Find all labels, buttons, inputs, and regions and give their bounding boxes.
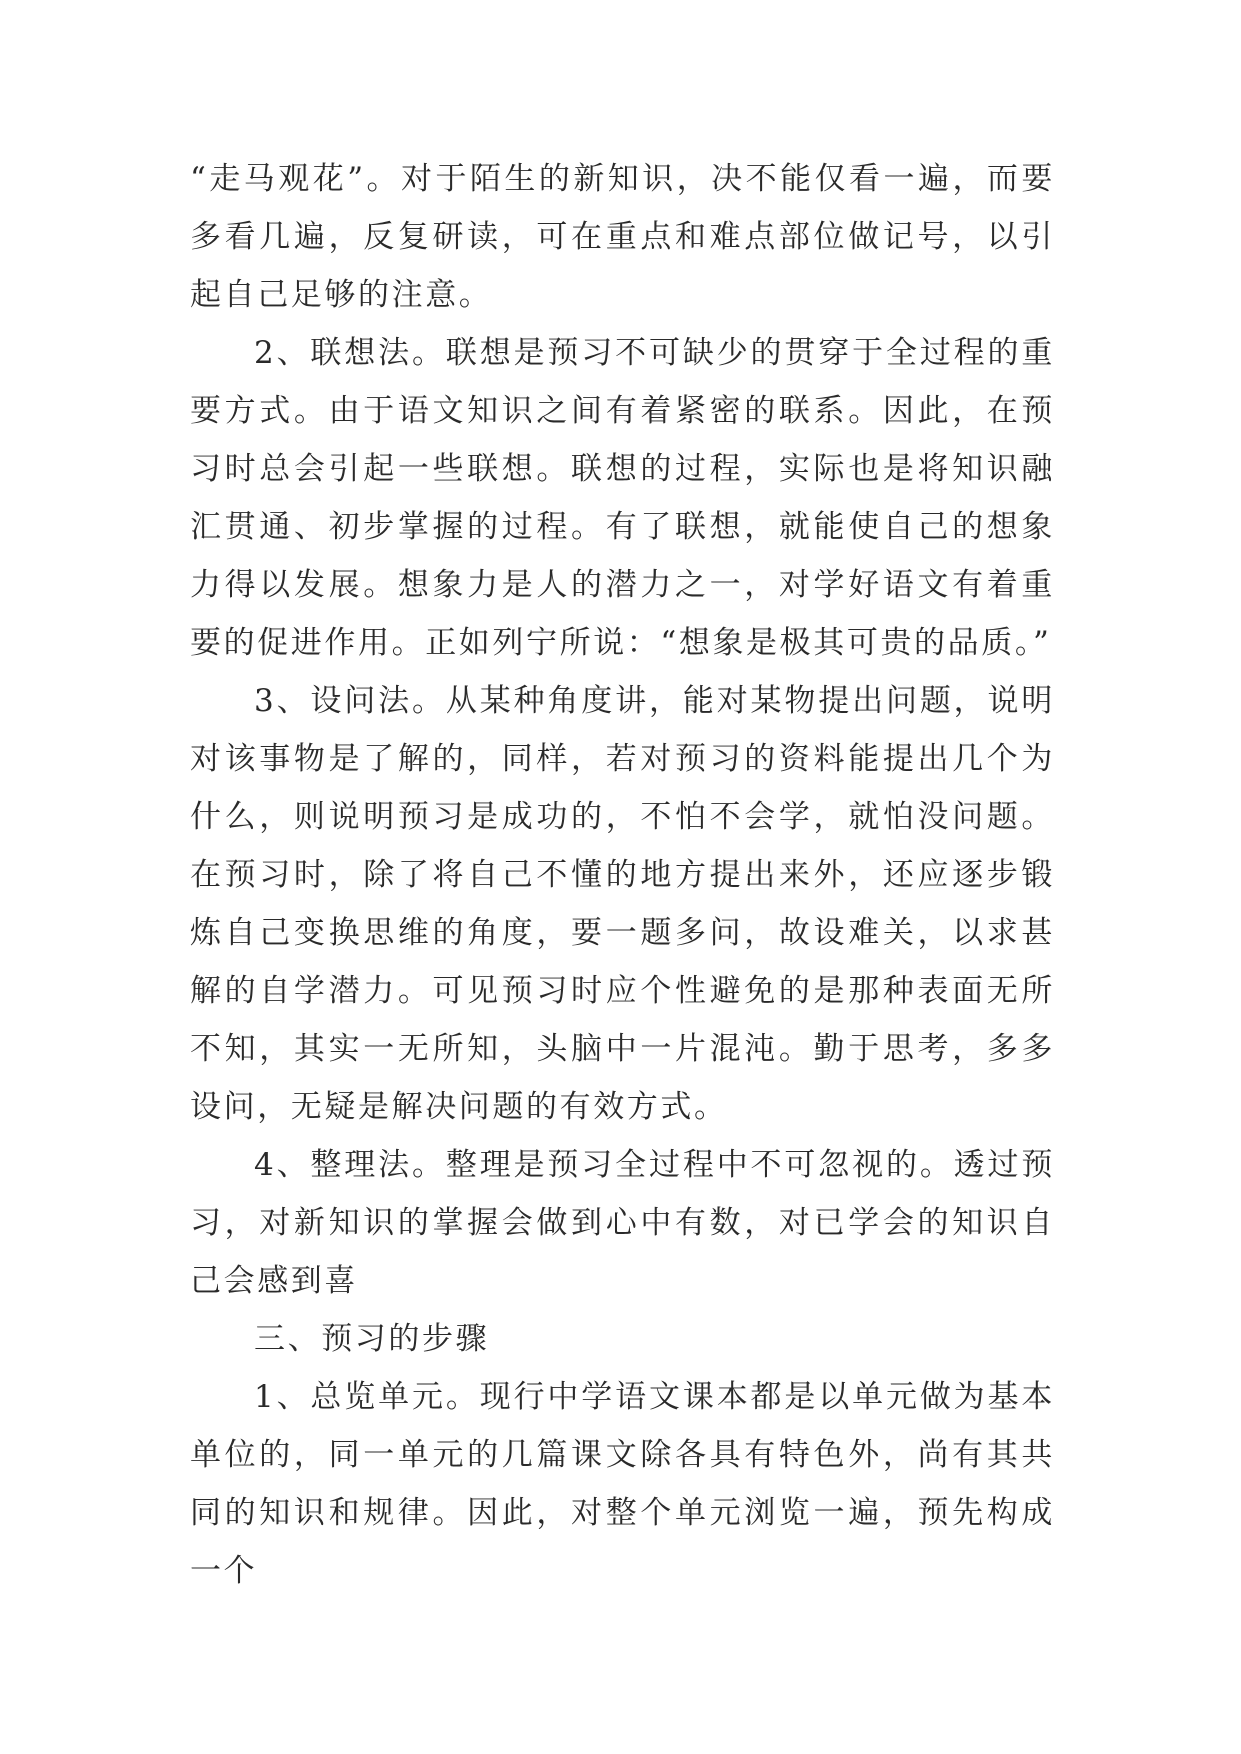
document-body	[190, 150, 1055, 1600]
section-heading-preview-steps: 三、预习的步骤	[254, 1321, 490, 1357]
paragraph-organizing-method: 4、整理法。整理是预习全过程中不可忽视的。透过预习，对新知识的掌握会做到心中有数，对已学会的知识自己会感到喜	[190, 1147, 1055, 1299]
paragraph-unit-overview: 1、总览单元。现行中学语文课本都是以单元做为基本单位的，同一单元的几篇课文除各具有特色外，尚有其共同的知识和规律。因此，对整个单元浏览一遍，预先构成一个	[190, 1379, 1055, 1589]
paragraph-association-method: 2、联想法。联想是预习不可缺少的贯穿于全过程的重要方式。由于语文知识之间有着紧密的联系。因此，在预习时总会引起一些联想。联想的过程，实际也是将知识融汇贯通、初步掌握的过程。有了联想，就能使自己的想象力得以发展。想象力是人的潜力之一，对学好语文有着重要的促进作用。正如列宁所说：“想象是极其可贵的品质。”	[190, 335, 1055, 661]
paragraph-continuation: “走马观花”。对于陌生的新知识，决不能仅看一遍，而要多看几遍，反复研读，可在重点和难点部位做记号，以引起自己足够的注意。	[190, 161, 1055, 313]
paragraph-questioning-method: 3、设问法。从某种角度讲，能对某物提出问题，说明对该事物是了解的，同样，若对预习的资料能提出几个为什么，则说明预习是成功的，不怕不会学，就怕没问题。在预习时，除了将自己不懂的地方提出来外，还应逐步锻炼自己变换思维的角度，要一题多问，故设难关，以求甚解的自学潜力。可见预习时应个性避免的是那种表面无所不知，其实一无所知，头脑中一片混沌。勤于思考，多多设问，无疑是解决问题的有效方式。	[190, 683, 1055, 1125]
